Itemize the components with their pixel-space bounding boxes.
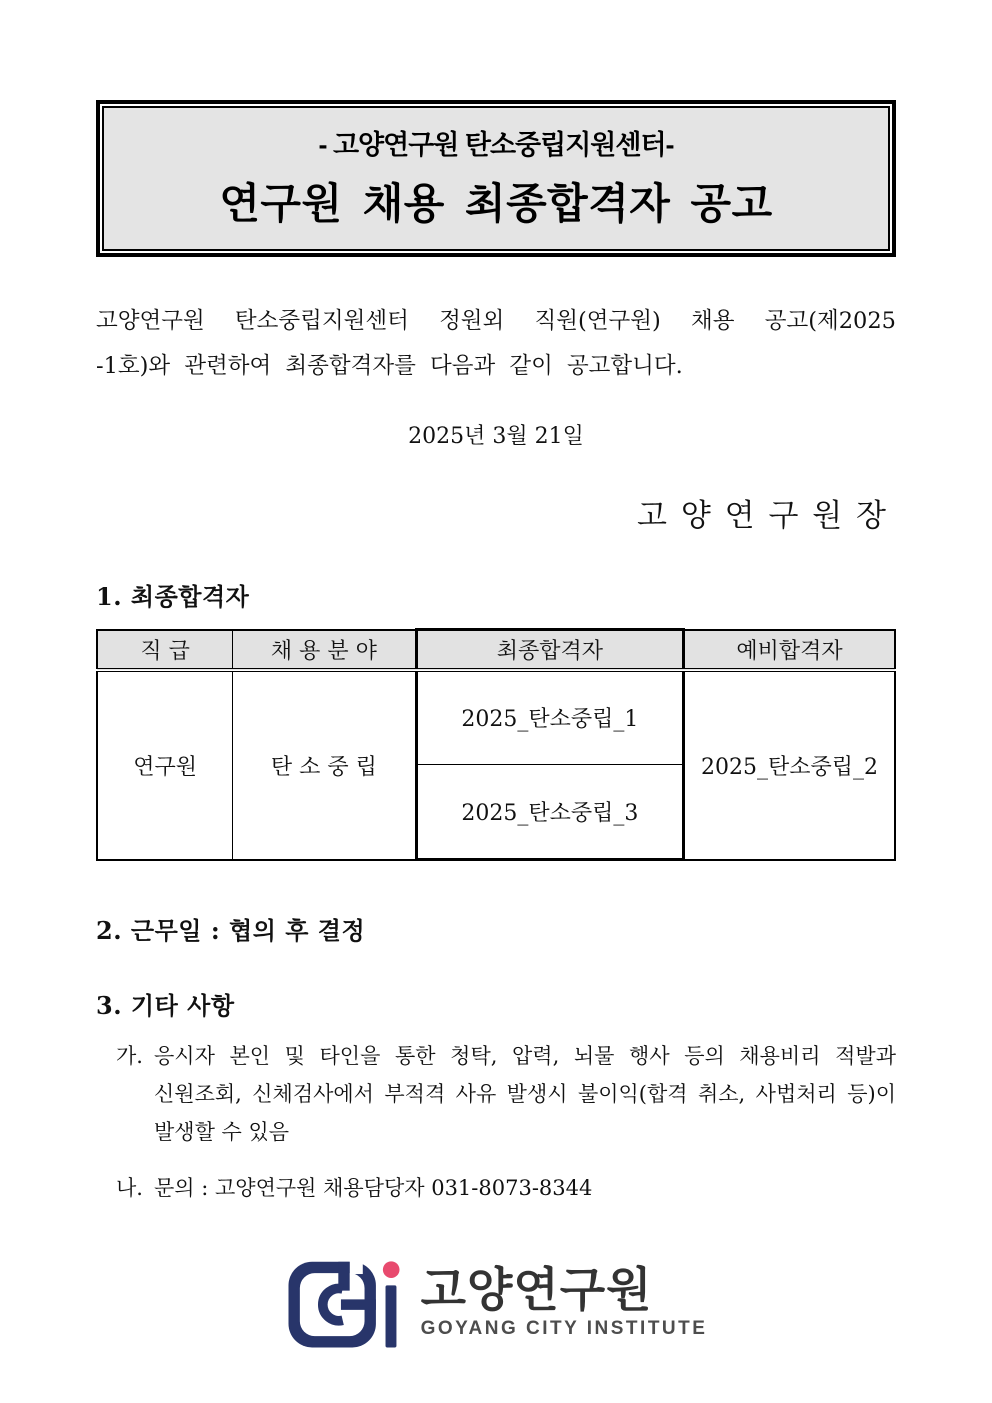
item-ga-text <box>154 1037 896 1151</box>
item-ga-line-1: 응시자 본인 및 타인을 통한 청탁, 압력, 뇌물 행사 등의 채용비리 적발과 <box>154 1044 896 1068</box>
intro-line-2: -1호)와 관련하여 최종합격자를 다음과 같이 공고합니다. <box>96 353 683 379</box>
section-3-item-na <box>96 1169 896 1207</box>
title-box-inner <box>102 106 890 251</box>
section-3-heading: 3. 기타 사항 <box>96 991 235 1020</box>
logo-korean-name: 고양연구원 <box>420 1262 653 1316</box>
title-box-subtitle: - 고양연구원 탄소중립지원센터- <box>318 130 674 160</box>
gci-logo-icon <box>285 1253 403 1351</box>
cell-field: 탄 소 중 립 <box>233 670 417 860</box>
header-field: 채 용 분 야 <box>233 630 417 670</box>
header-rank: 직 급 <box>97 630 233 670</box>
document-page <box>96 0 896 1351</box>
goyang-city-institute-logo <box>96 1253 896 1351</box>
final-candidates-table <box>96 628 896 861</box>
section-2-heading: 2. 근무일 : 협의 후 결정 <box>96 916 366 945</box>
cell-final-candidate-2: 2025_탄소중립_3 <box>416 765 683 860</box>
signature-director: 고 양 연 구 원 장 <box>637 498 888 534</box>
item-ga-line-3: 발생할 수 있음 <box>154 1120 290 1144</box>
table-header-row <box>97 630 895 670</box>
intro-line-1: 고양연구원 탄소중립지원센터 정원외 직원(연구원) 채용 공고(제2025 <box>96 308 896 334</box>
logo-english-name: GOYANG CITY INSTITUTE <box>420 1318 708 1340</box>
title-box <box>96 100 896 257</box>
section-3-item-ga <box>96 1037 896 1151</box>
header-reserve-candidates: 예비합격자 <box>684 630 895 670</box>
cell-final-candidate-1: 2025_탄소중립_1 <box>416 670 683 765</box>
table-row <box>97 670 895 765</box>
item-na-marker: 나. <box>116 1176 143 1200</box>
announcement-date: 2025년 3월 21일 <box>408 424 584 449</box>
logo-text <box>421 1264 708 1341</box>
section-1-heading: 1. 최종합격자 <box>96 582 250 611</box>
item-na-text: 문의 : 고양연구원 채용담당자 031-8073-8344 <box>154 1176 593 1200</box>
item-ga-line-2: 신원조회, 신체검사에서 부적격 사유 발생시 불이익(합격 취소, 사법처리 등)이 <box>154 1082 896 1106</box>
title-box-title: 연구원 채용 최종합격자 공고 <box>219 180 773 227</box>
cell-reserve-candidate: 2025_탄소중립_2 <box>684 670 895 860</box>
item-ga-marker: 가. <box>116 1044 143 1068</box>
intro-paragraph <box>96 299 896 389</box>
cell-rank: 연구원 <box>97 670 233 860</box>
header-final-candidates: 최종합격자 <box>416 630 683 670</box>
